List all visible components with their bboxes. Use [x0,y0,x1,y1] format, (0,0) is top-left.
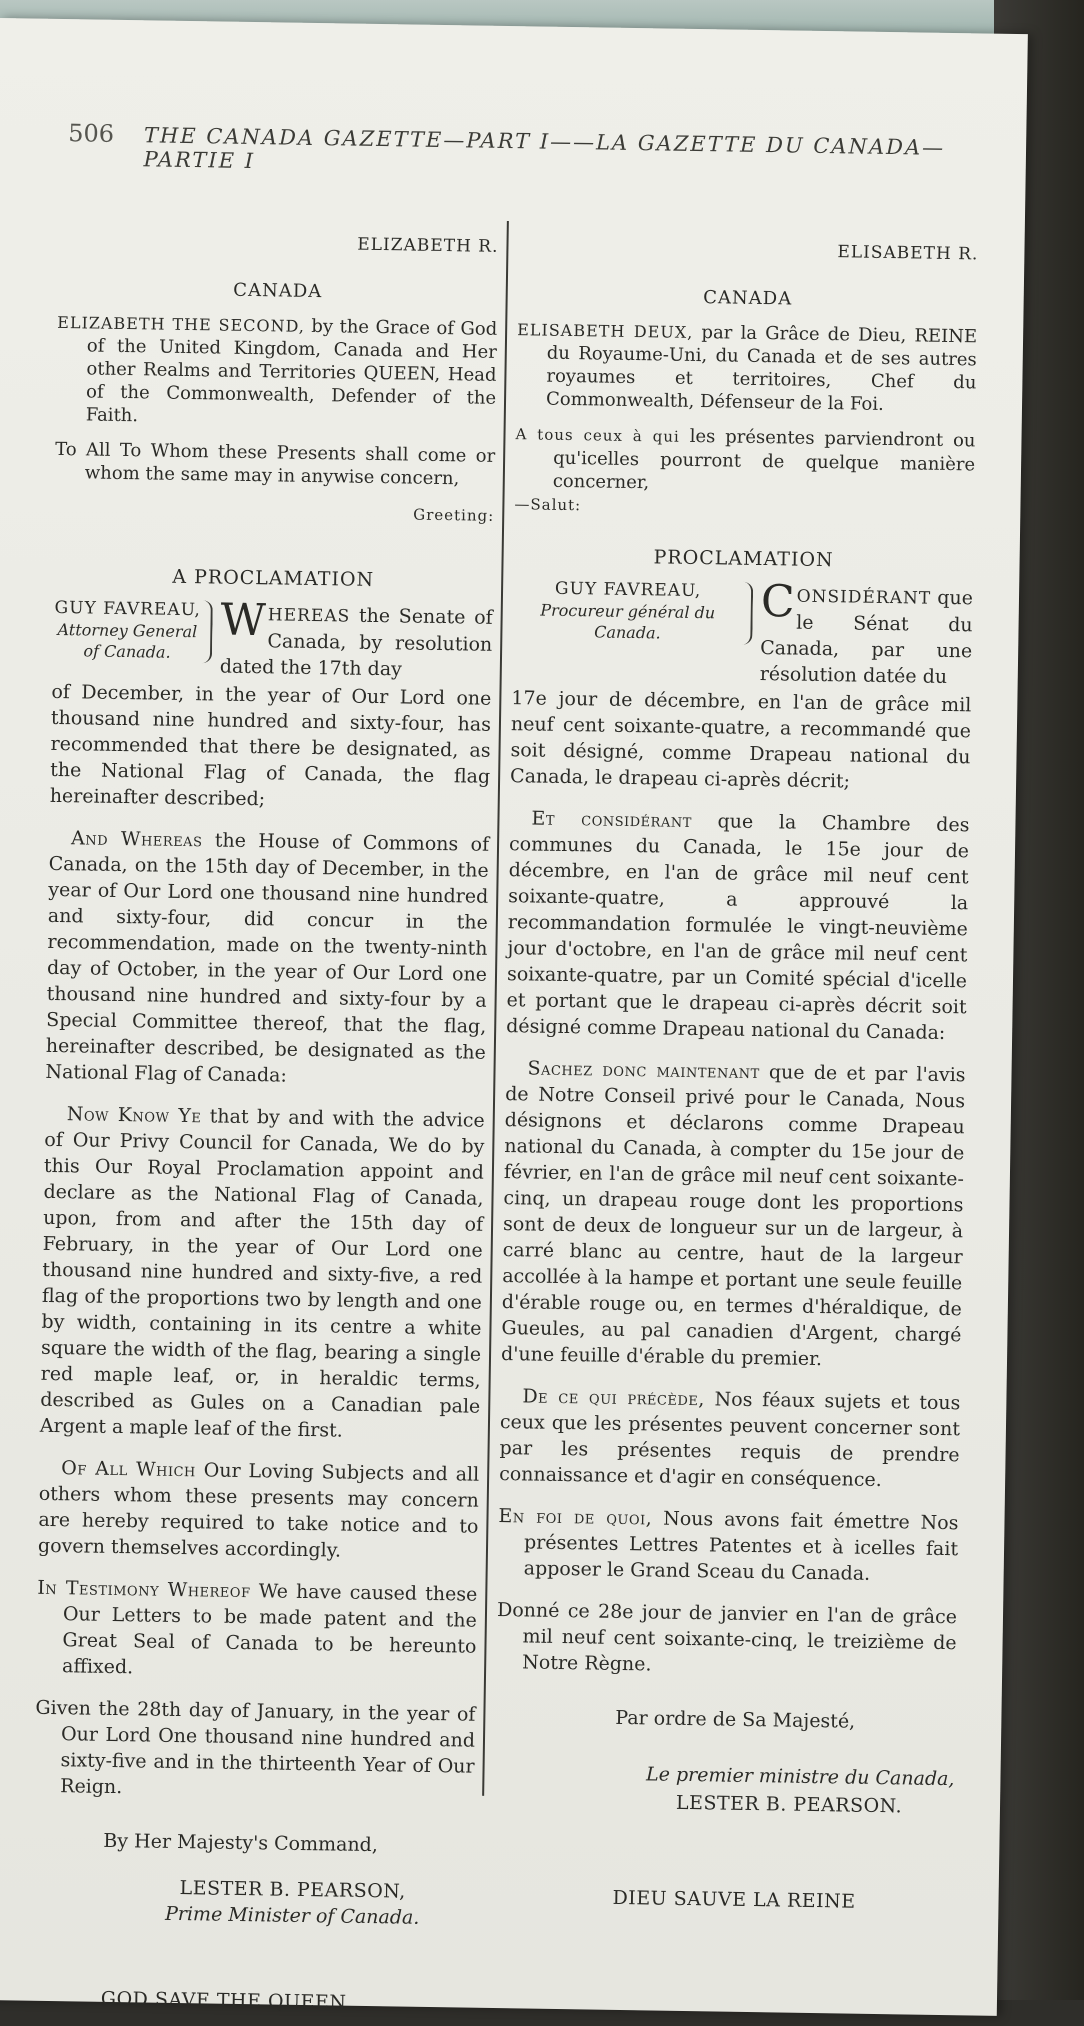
considerant-rest: 17e jour de décembre, en l'an de grâce mil neuf cent soixante-quatre, a recommandé que soit désigné, comme Drapeau national du Canada, le drapeau ci-après décrit; [509,687,972,793]
first-paragraph-head [512,578,974,690]
royal-style [56,311,498,433]
command-line: By Her Majesty's Command, [103,1829,379,1857]
paragraph-of-all-which [38,1455,480,1566]
para-lead-words: Now Know Ye [66,1103,202,1128]
signatory-name: GUY FAVREAU, [554,578,702,602]
signatory-block [512,578,753,645]
paragraph-donne: Donné ce 28e jour de janvier en l'an de grâce mil neuf cent soixante-cinq, le treizième de Notre Règne. [496,1599,958,1676]
gazette-page [0,18,1028,2016]
royal-style-text: par la Grâce de Dieu, REINE du Royaume-Uni, du Canada et de ses autres royaumes et territoires, Chef du Commonwealth, Défenseur de la Foi. [545,321,978,415]
royal-style-name: ELIZABETH THE SECOND, [57,312,306,336]
para-lead-words: En foi de quoi, [498,1505,653,1530]
english-column [31,219,499,2018]
para-text: the House of Commons of Canada, on the 15th day of December, in the year of Our Lord one thousand nine hundred and sixty-four, did concur in the recommendation, made on the twenty-ninth day of October, in the year of Our Lord one thousand nine hundred and sixty-four by a Special Committee thereof, that the flag, hereinafter described, be designated as the National Flag of Canada: [45,829,490,1087]
royal-style-name: ELISABETH DEUX, [517,320,694,342]
address [515,422,976,499]
whereas-lead [219,594,493,684]
para-lead-words: Et considérant [531,807,693,832]
page-number: 506 [67,119,115,148]
considerant-lead [759,576,974,690]
signer-title: Le premier ministre du Canada, [645,1763,955,1791]
royal-style [516,318,977,417]
para-lead-words: And Whereas [70,827,203,852]
para-lead-words: De ce qui précède, [522,1385,706,1411]
first-paragraph-head [52,594,493,684]
paragraph-given: Given the 28th day of January, in the year of Our Lord One thousand nine hundred and sixty-five and in the thirteenth Year of Our Reign. [35,1696,476,1799]
paragraph-et-considerant [506,805,970,1046]
royal-signature: ELISABETH R. [837,242,979,265]
whereas-lead-text: the Senate of Canada, by resolution dated the 17th day [219,604,493,681]
whereas-word: HEREAS [267,605,351,627]
paragraph-sachez [501,1055,966,1374]
paragraph-in-testimony [36,1575,478,1686]
paragraph-de-ce-qui-precede [499,1383,961,1494]
proclamation-title: PROCLAMATION [653,546,834,572]
proclamation-title: A PROCLAMATION [172,565,375,591]
paragraph-and-whereas [45,825,489,1092]
country-heading: CANADA [703,287,793,310]
para-lead-words: Of All Which [61,1457,197,1482]
considerant-word: ONSIDÉRANT [796,586,932,609]
signer-name: LESTER B. PEARSON, [179,1877,406,1903]
running-title: THE CANADA GAZETTE—PART I——LA GAZETTE DU CANADA—PARTIE I [143,123,946,174]
para-lead-words: In Testimony Whereof [37,1576,251,1603]
closing-line: DIEU SAUVE LA REINE [612,1886,856,1913]
para-text: que de et par l'avis de Notre Conseil privé pour le Canada, Nous désignons et déclarons comme Drapeau national du Canada, à compter du 15e jour de février, en l'an de grâce mil neuf cent soixante-cinq, un drapeau rouge dont les proportions sont de deux de longueur sur un de largeur, à carré blanc au centre, haut de la largeur accollée à la hampe et portant une seule feuille d'érable rouge ou, en termes d'héraldique, de Gueules, au pal canadien d'Argent, chargé d'une feuille d'érable du premier. [500,1061,966,1371]
para-text: Nos féaux sujets et tous ceux que les présentes peuvent concerner sont par les présentes requis de prendre connaissance et d'agir en conséquence. [499,1388,961,1492]
para-text: that by and with the advice of Our Privy Council for Canada, We do by this Our Royal Proclamation appoint and declare as the National Flag of Canada, upon, from and after the 15th day of February, in the year of Our Lord one thousand nine hundred and sixty-five, a red flag of the proportions two by length and one by width, containing in its centre a white square the width of the flag, bearing a single red maple leaf, or, in heraldic terms, described as Gules on a Canadian pale Argent a maple leaf of the first. [39,1105,485,1442]
signatory-title: Procureur général du Canada. [540,600,716,643]
para-text: que la Chambre des communes du Canada, le 15e jour de décembre, en l'an de grâce mil neuf cent soixante-quatre, a approuvé la recommandation formulée le vingt-neuvième jour d'octobre, en l'an de grâce mil neuf cent soixante-quatre, par un Comité spécial d'icelle et portant que le drapeau ci-après décrit soit désigné comme Drapeau national du Canada: [506,809,970,1044]
signer-title: Prime Minister of Canada. [164,1902,420,1929]
drop-cap: W [220,594,267,647]
salut-text: —Salut: [514,495,582,515]
royal-signature: ELIZABETH R. [357,234,499,257]
para-lead-words: Sachez donc maintenant [527,1057,760,1084]
paragraph-now-know-ye [40,1101,485,1446]
signatory-name: GUY FAVREAU, [54,597,201,621]
french-column [492,226,978,1916]
address-lead: A tous ceux à qui [515,425,680,446]
address: To All To Whom these Presents shall come or whom the same may in anywise concern, [55,438,496,490]
closing-line: GOD SAVE THE QUEEN [100,1987,347,2014]
whereas-rest: of December, in the year of Our Lord one thousand nine hundred and sixty-four, has recommended that there be designated, as the National Flag of Canada, the flag hereinafter described; [49,680,492,811]
signer-name: LESTER B. PEARSON. [675,1791,903,1818]
country-heading: CANADA [233,279,323,303]
running-head [68,119,969,173]
command-line: Par ordre de Sa Majesté, [615,1706,856,1733]
greeting: Greeting: [413,505,495,525]
para-text: We have caused these Our Letters to be made patent and the Great Seal of Canada to be hereunto affixed. [61,1580,478,1679]
para-text: Our Loving Subjects and all others whom these presents may concern are hereby required to take notice and to govern themselves accordingly. [37,1459,480,1562]
royal-style-text: by the Grace of God of the United Kingdom, Canada and Her other Realms and Territories QUEEN, Head of the Commonwealth, Defender of the Faith. [85,315,498,427]
signatory-title: Attorney General of Canada. [57,619,198,662]
signatory-block [52,598,213,664]
considerant-lead-text: que le Sénat du Canada, par une résolution datée du [759,586,974,688]
paragraph-en-foi [498,1503,959,1588]
drop-cap: C [760,576,795,628]
para-text: Nous avons fait émettre Nos présentes Lettres Patentes et à icelles fait apposer le Grand Sceau du Canada. [523,1507,959,1585]
address-text: les présentes parviendront ou qu'icelles pourront de quelque manière concerner, [552,425,976,494]
